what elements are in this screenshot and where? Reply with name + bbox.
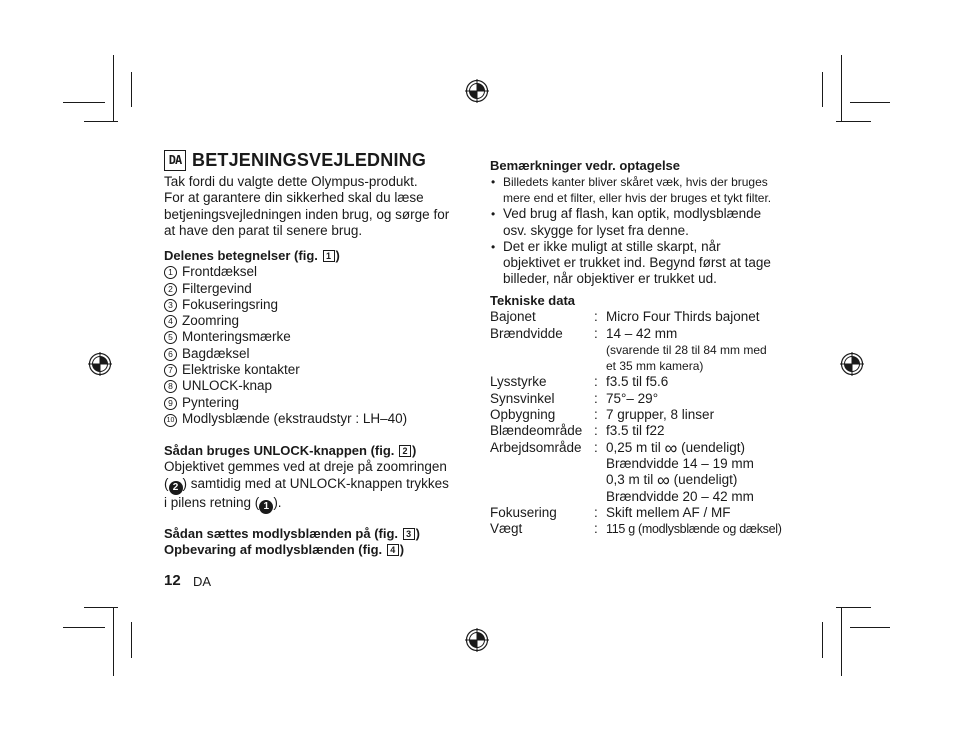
crop-mark-top-left-h — [63, 102, 105, 103]
parts-list — [164, 264, 464, 427]
item-number: 6 — [164, 348, 177, 361]
list-item: 2 Filtergevind — [164, 281, 464, 297]
language-badge: DA — [164, 150, 186, 171]
page-title: BETJENINGSVEJLEDNING — [192, 150, 427, 170]
infinity-icon: ∞ — [664, 437, 678, 458]
table-row: Blændeområde : f3.5 til f22 — [490, 423, 665, 439]
crop-mark-bottom-left-v2 — [131, 622, 132, 658]
list-item: 9 Pyntering — [164, 395, 464, 411]
list-item: 5 Monteringsmærke — [164, 329, 464, 345]
intro-line: betjeningsvejledningen inden brug, og sørge for — [164, 206, 450, 222]
crop-mark-bottom-left-h2 — [63, 627, 105, 628]
parts-heading: Delenes betegnelser (fig. 1 ) — [164, 248, 340, 263]
unlock-section — [164, 443, 464, 514]
table-row: Lysstyrke : f3.5 til f5.6 — [490, 374, 669, 390]
item-number: 8 — [164, 380, 177, 393]
hood-section — [164, 526, 464, 559]
crop-mark-bottom-right-v — [841, 608, 842, 676]
figure-ref-box: 3 — [403, 528, 415, 540]
infinity-icon: ∞ — [657, 470, 670, 491]
step-2-icon: 2 — [169, 481, 183, 495]
list-item: 1 Frontdæksel — [164, 264, 464, 280]
figure-ref-box: 2 — [399, 445, 411, 457]
item-number: 1 — [164, 266, 177, 279]
item-number: 3 — [164, 299, 177, 312]
notes-heading: Bemærkninger vedr. optagelse — [490, 158, 681, 173]
intro-line: Tak fordi du valgte dette Olympus-produkt. — [164, 174, 418, 189]
table-row: Bajonet : Micro Four Thirds bajonet — [490, 309, 760, 325]
page-language: DA — [193, 574, 212, 589]
item-number: 9 — [164, 397, 177, 410]
figure-ref-box: 4 — [387, 544, 399, 556]
parts-section — [164, 248, 464, 427]
list-item: 10 Modlysblænde (ekstraudstyr : LH–40) — [164, 411, 464, 427]
specs-table — [490, 309, 782, 537]
crop-mark-top-left-v2 — [131, 72, 132, 107]
unlock-text: Objektivet gemmes ved at dreje på zoomringen ( 2 ) samtidig med at UNLOCK-knappen trykkes i pilens retning ( 1 ). — [164, 459, 449, 512]
crop-mark-bottom-right-h2 — [850, 627, 890, 628]
list-item: • Ved brug af flash, kan optik, modlysblænde osv. skygge for lyset fra denne. — [490, 206, 800, 239]
intro-line: For at garantere din sikkerhed skal du læse — [164, 190, 424, 206]
hood-attach-heading: Sådan sættes modlysblænden på (fig. 3 ) — [164, 526, 421, 541]
list-item: 6 Bagdæksel — [164, 346, 464, 362]
list-item: 7 Elektriske kontakter — [164, 362, 464, 378]
crop-mark-bottom-left-v — [113, 608, 114, 676]
list-item: 8 UNLOCK-knap — [164, 378, 464, 394]
crop-mark-bottom-right-v2 — [822, 622, 823, 658]
intro-line: at have den parat til senere brug. — [164, 222, 363, 238]
intro-paragraph — [164, 174, 464, 239]
figure-ref-box: 1 — [323, 250, 335, 262]
specs-heading: Tekniske data — [490, 293, 576, 308]
crop-mark-top-left-v — [113, 55, 114, 122]
registration-mark-bottom-icon — [465, 628, 489, 652]
table-row: Fokusering : Skift mellem AF / MF — [490, 504, 731, 520]
table-row: Vægt : 115 g (modlysblænde og dæksel) — [490, 521, 782, 537]
item-number: 10 — [164, 414, 177, 427]
registration-mark-top-icon — [465, 79, 489, 103]
crop-mark-top-right-v2 — [822, 72, 823, 107]
table-row: Opbygning : 7 grupper, 8 linser — [490, 407, 715, 423]
table-row: Arbejdsområde : 0,25 m til ∞ (uendeligt) Brændvidde 14 – 19 mm 0,3 m til ∞ (uendeligt) Brændvidde 20 – 42 mm — [490, 437, 754, 504]
list-item: • Det er ikke muligt at stille skarpt, når objektivet er trukket ind. Begynd først at tage billeder, når objektiver er trukket ud. — [490, 239, 800, 288]
page-number: 12 — [164, 572, 181, 589]
step-1-icon: 1 — [259, 500, 273, 514]
hood-storage-heading: Opbevaring af modlysblænden (fig. 4 ) — [164, 542, 405, 558]
item-number: 4 — [164, 315, 177, 328]
registration-mark-left-icon — [88, 352, 112, 376]
notes-section — [490, 158, 800, 288]
item-number: 5 — [164, 331, 177, 344]
crop-mark-top-right-v — [841, 55, 842, 122]
notes-list — [490, 174, 800, 287]
item-number: 2 — [164, 283, 177, 296]
unlock-heading: Sådan bruges UNLOCK-knappen (fig. 2 ) — [164, 443, 417, 458]
crop-mark-top-right-h — [850, 102, 890, 103]
list-item: 3 Fokuseringsring — [164, 297, 464, 313]
list-item: • Billedets kanter bliver skåret væk, hvis der bruges mere end et filter, eller hvis der bruges et tykt filter. — [490, 174, 800, 206]
table-row: Brændvidde : 14 – 42 mm (svarende til 28 til 84 mm med et 35 mm kamera) — [490, 325, 767, 374]
registration-mark-right-icon — [840, 352, 864, 376]
table-row: Synsvinkel : 75°– 29° — [490, 390, 659, 406]
specs-section — [490, 293, 810, 537]
item-number: 7 — [164, 364, 177, 377]
list-item: 4 Zoomring — [164, 313, 464, 329]
page-header — [164, 150, 426, 171]
